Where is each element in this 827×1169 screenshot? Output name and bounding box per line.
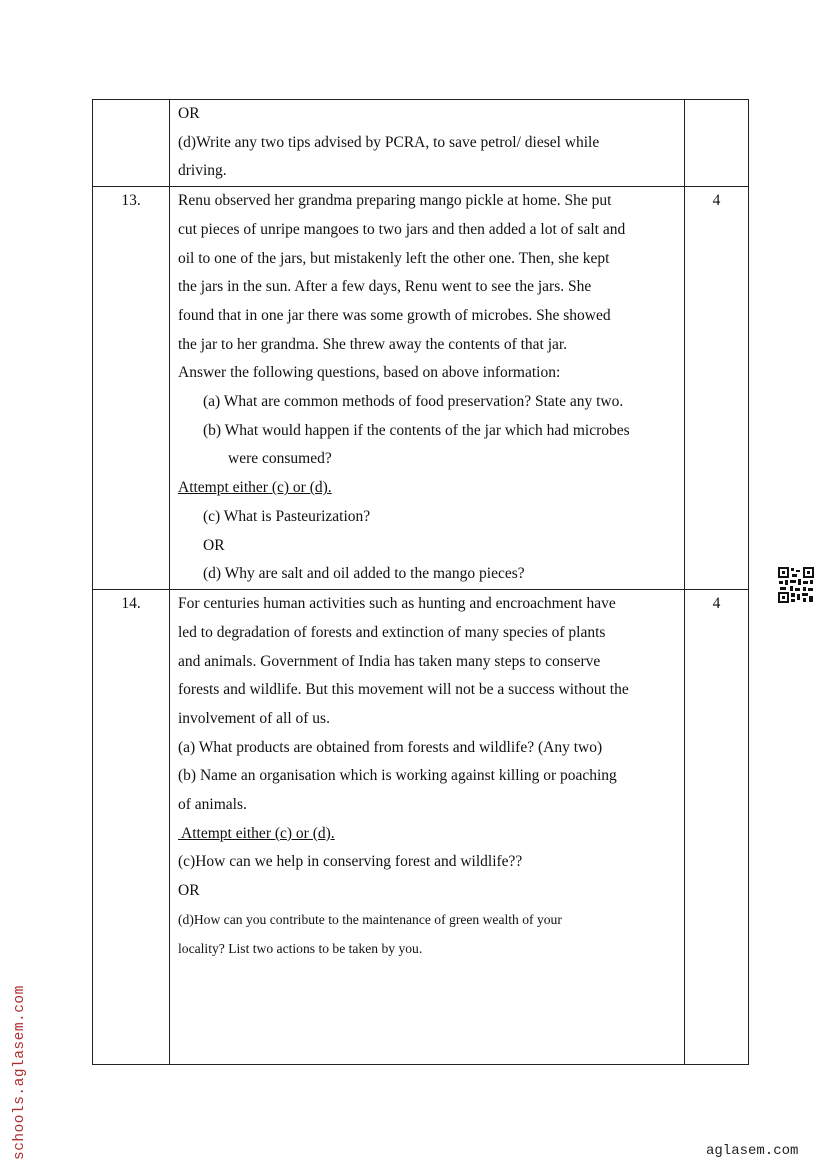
question-number-cell [93, 100, 170, 187]
question-line: oil to one of the jars, but mistakenly left the other one. Then, she kept [178, 249, 610, 267]
question-line: the jars in the sun. After a few days, Renu went to see the jars. She [178, 278, 592, 296]
marks-cell [685, 590, 749, 1065]
sub-question-a: (a) What are common methods of food preservation? State any two. [203, 393, 624, 411]
question-line: OR [178, 105, 200, 122]
table-row [93, 590, 749, 1065]
choice-instruction: Attempt either (c) or (d). [178, 824, 335, 842]
sub-question-d: (d)How can you contribute to the maintenance of green wealth of your [178, 911, 562, 927]
marks-cell [685, 187, 749, 590]
marks-cell [685, 100, 749, 187]
sub-question-b-cont: were consumed? [228, 450, 332, 468]
qr-code-icon [777, 566, 815, 604]
or-label: OR [203, 536, 225, 554]
question-text-cell [170, 187, 685, 590]
question-line: Renu observed her grandma preparing mango pickle at home. She put [178, 192, 612, 210]
question-line: (d)Write any two tips advised by PCRA, to save petrol/ diesel while [178, 133, 600, 151]
sub-question-c: (c)How can we help in conserving forest and wildlife?? [178, 853, 523, 871]
question-number: 14. [121, 595, 141, 613]
question-line: led to degradation of forests and extinction of many species of plants [178, 623, 606, 641]
question-line: the jar to her grandma. She threw away the contents of that jar. [178, 335, 568, 353]
question-number-cell [93, 187, 170, 590]
question-text-cell [170, 100, 685, 187]
footer-watermark: aglasem.com [706, 1143, 799, 1159]
question-number-cell [93, 590, 170, 1065]
question-line: For centuries human activities such as hunting and encroachment have [178, 595, 616, 613]
choice-instruction: Attempt either (c) or (d). [178, 479, 332, 497]
question-line: driving. [178, 162, 227, 180]
sub-question-b-cont: of animals. [178, 796, 247, 814]
question-table [92, 99, 749, 1065]
marks-value: 4 [712, 595, 721, 613]
sub-question-d-cont: locality? List two actions to be taken by you. [178, 940, 423, 956]
sub-question-c: (c) What is Pasteurization? [203, 507, 371, 525]
or-label: OR [178, 882, 200, 900]
sub-question-b: (b) Name an organisation which is working against killing or poaching [178, 767, 617, 785]
sub-question-d: (d) Why are salt and oil added to the mango pieces? [203, 565, 525, 583]
sub-question-a: (a) What products are obtained from forests and wildlife? (Any two) [178, 738, 603, 756]
question-text-cell [170, 590, 685, 1065]
side-watermark: schools.aglasem.com [12, 985, 28, 1160]
marks-value: 4 [712, 192, 721, 210]
question-line: found that in one jar there was some growth of microbes. She showed [178, 306, 611, 324]
table-row [93, 187, 749, 590]
question-line: forests and wildlife. But this movement will not be a success without the [178, 681, 629, 699]
question-line: Answer the following questions, based on above information: [178, 364, 561, 382]
question-number: 13. [121, 192, 141, 210]
question-line: involvement of all of us. [178, 709, 330, 727]
question-line: cut pieces of unripe mangoes to two jars and then added a lot of salt and [178, 220, 626, 238]
sub-question-b: (b) What would happen if the contents of the jar which had microbes [203, 421, 630, 439]
question-line: and animals. Government of India has taken many steps to conserve [178, 652, 601, 670]
table-row [93, 100, 749, 187]
